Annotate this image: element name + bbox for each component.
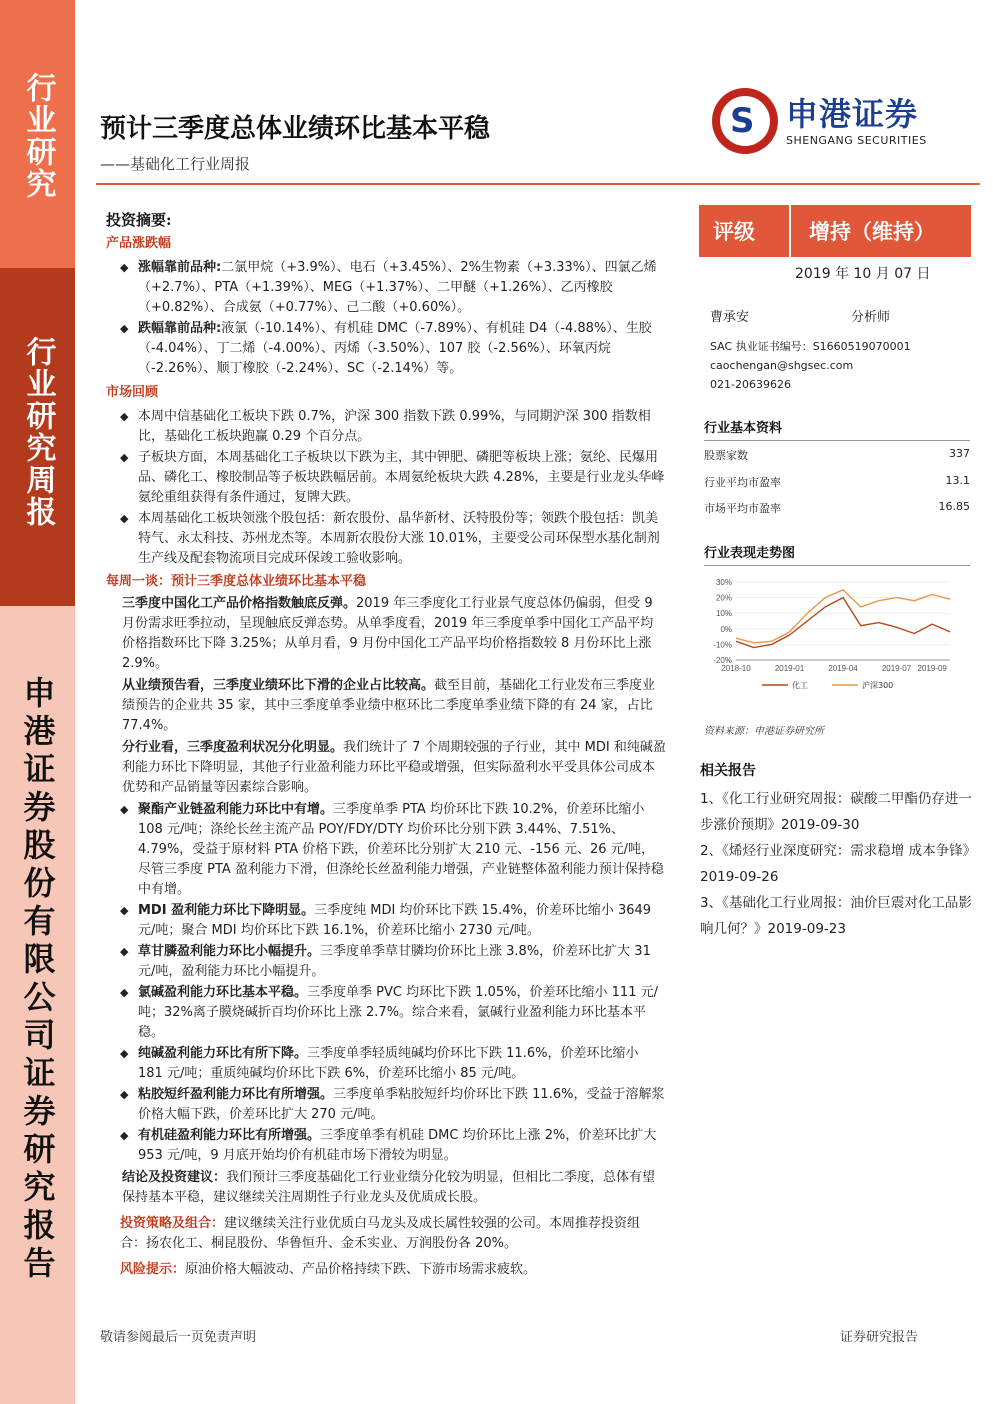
- industry-bullet: ◆ 草甘膦盈利能力环比小幅提升。三季度单季草甘膦均价环比上涨 3.8%，价差环比扩大 31 元/吨，盈利能力环比小幅提升。: [120, 944, 651, 979]
- legend-label: 沪深300: [862, 681, 894, 690]
- weekly-talk-title: 每周一谈：预计三季度总体业绩环比基本平稳: [106, 574, 367, 589]
- y-tick-label: -10%: [713, 640, 732, 650]
- basic-info-title: 行业基本资料: [704, 417, 970, 441]
- report-title: 预计三季度总体业绩环比基本平稳: [100, 114, 491, 144]
- industry-bullet: ◆ 粘胶短纤盈利能力环比有所增强。三季度单季粘胶短纤均价环比下跌 11.6%，受益于溶解浆价格大幅下跌，价差环比扩大 270 元/吨。: [120, 1087, 665, 1122]
- market-section-title: 市场回顾: [106, 385, 159, 400]
- industry-bullet: ◆ 有机硅盈利能力环比有所增强。三季度单季有机硅 DMC 均价环比上涨 2%，价差环比扩大 953 元/吨，9 月底开始均价有机硅市场下滑较为明显。: [120, 1128, 657, 1163]
- rating-value: 增持（维持）: [809, 219, 935, 244]
- trend-chart: [700, 572, 972, 707]
- x-tick-label: 2019-07: [881, 664, 912, 673]
- x-tick-label: 2019-09: [917, 664, 947, 673]
- risk-paragraph: 风险提示：原油价格大幅波动、产品价格持续下跌、下游市场需求疲软。: [120, 1262, 537, 1277]
- analyst-sac: SAC 执业证书编号：S1660519070001: [710, 340, 911, 353]
- footer-report-type: 证券研究报告: [840, 1330, 919, 1345]
- sidebar-band-weekly: [0, 268, 75, 606]
- industry-bullet: ◆ 纯碱盈利能力环比有所下降。三季度单季轻质纯碱均价环比下跌 11.6%，价差环比缩小 181 元/吨；重质纯碱均价环比下跌 6%，价差环比缩小 85 元/吨。: [120, 1046, 639, 1081]
- price-bullet: ◆ 跌幅靠前品种:液氯（-10.14%）、有机硅 DMC（-7.89%）、有机硅 D4（-4.88%）、生胶（-4.04%）、丁二烯（-4.00%）、丙烯（-3.50%）、107 胶（-2.56%）、环氧丙烷（-2.26%）、顺丁橡胶（-2.24%）、SC（-2.14%）等。: [120, 321, 652, 376]
- sidebar-band-research: [0, 0, 75, 268]
- footer-disclaimer: 敬请参阅最后一页免责声明: [100, 1330, 257, 1345]
- y-tick-label: 0%: [720, 624, 732, 634]
- stat-row: 行业平均市盈率 13.1: [704, 474, 970, 489]
- market-bullet: ◆ 子板块方面，本周基础化工子板块以下跌为主，其中钾肥、磷肥等板块上涨；氨纶、民爆用品、磷化工、橡胶制品等子板块跌幅居前。本周氨纶板块大跌 4.28%，主要是行业龙头华峰氨纶重组获得有条件通过，复牌大跌。: [120, 450, 665, 505]
- sidebar-band-company-text: 申港证券股份有限公司证券研究报告: [18, 676, 57, 1284]
- legend-label: 化工: [792, 681, 808, 690]
- logo-name-cn: 申港证券: [786, 94, 919, 133]
- rating-banner: [699, 205, 971, 257]
- y-tick-label: 10%: [715, 609, 732, 619]
- trend-chart-title: 行业表现走势图: [704, 542, 970, 566]
- x-tick-label: 2019-04: [828, 664, 858, 673]
- price-bullet: ◆ 涨幅靠前品种:二氯甲烷（+3.9%）、电石（+3.45%）、2%生物素（+3.33%）、四氯乙烯（+2.7%）、PTA（+1.39%）、MEG（+1.37%）、二甲醚（+1.26%）、乙丙橡胶（+0.82%）、合成氨（+0.77%）、己二酸（+0.60%）。: [120, 260, 657, 315]
- y-tick-label: 30%: [715, 578, 732, 587]
- y-tick-label: 20%: [715, 593, 732, 603]
- market-bullet: ◆ 本周中信基础化工板块下跌 0.7%，沪深 300 指数下跌 0.99%，与同期沪深 300 指数相比，基础化工板块跑赢 0.29 个百分点。: [120, 409, 651, 444]
- x-tick-label: 2018-10: [721, 664, 751, 673]
- related-reports-list: [700, 786, 972, 942]
- related-report-link[interactable]: 3、《基础化工行业周报：油价巨震对化工品影响几何？》2019-09-23: [700, 895, 972, 937]
- analyst-info: [710, 308, 970, 394]
- company-logo: [712, 88, 927, 154]
- report-date: 2019 年 10 月 07 日: [795, 266, 931, 282]
- conclusion-paragraph: 结论及投资建议：我们预计三季度基础化工行业业绩分化较为明显，但相比二季度，总体有望保持基本平稳，建议继续关注周期性子行业龙头及优质成长股。: [122, 1170, 656, 1205]
- related-report-link[interactable]: 2、《烯烃行业深度研究：需求稳增 成本争锋》2019-09-26: [700, 843, 970, 885]
- header-divider: [96, 183, 980, 185]
- stat-row: 股票家数 337: [704, 447, 970, 462]
- rating-label: 评级: [713, 219, 755, 244]
- x-tick-label: 2019-01: [774, 664, 805, 673]
- logo-mark-letter: S: [730, 101, 755, 141]
- analysis-paragraph: 三季度中国化工产品价格指数触底反弹。2019 年三季度化工行业景气度总体仍偏弱，但受 9 月份需求旺季拉动，呈现触底反弹态势。从单季度看，2019 年三季度单季中国化工产品平均价格指数环比下降 3.25%；从单月看，9 月份中国化工产品平均价格指数较 8 月份环比上涨 2.9%。: [122, 596, 654, 671]
- analyst-role: 分析师: [850, 310, 890, 325]
- logo-name-en: SHENGANG SECURITIES: [786, 133, 927, 147]
- chart-source: 资料来源：申港证券研究所: [704, 726, 824, 737]
- analyst-name: 曹承安: [710, 310, 750, 325]
- y-tick-label: -20%: [713, 656, 732, 665]
- stat-row: 市场平均市盈率 16.85: [704, 500, 970, 515]
- market-bullet: ◆ 本周基础化工板块领涨个股包括：新农股份、晶华新材、沃特股份等；领跌个股包括：凯美特气、永太科技、苏州龙杰等。本周新农股份大涨 10.01%，主要受公司环保型水基化制剂生产线及配套物流项目完成环保竣工验收影响。: [120, 511, 660, 566]
- sidebar-band-company: [0, 606, 75, 1404]
- sidebar-band-weekly-text: 行业研究周报: [20, 336, 56, 528]
- related-report-link[interactable]: 1、《化工行业研究周报：碳酸二甲酯仍存进一步涨价预期》2019-09-30: [700, 791, 972, 833]
- industry-bullet: ◆ 聚酯产业链盈利能力环比中有增。三季度单季 PTA 均价环比下跌 10.2%，价差环比缩小 108 元/吨；涤纶长丝主流产品 POY/FDY/DTY 均价环比分别下跌 3.44%、7.51%、4.79%，受益于原材料 PTA 价格下跌，价差环比分别扩大 210 元、-156 元、26 元/吨，尽管三季度 PTA 盈利能力下滑，但涤纶长丝盈利能力增强，产业链整体盈利能力预计保持稳中有增。: [120, 802, 664, 897]
- series-line: [736, 598, 950, 648]
- logo-mark-icon: [712, 88, 778, 154]
- analysis-paragraph: 分行业看，三季度盈利状况分化明显。我们统计了 7 个周期较强的子行业，其中 MDI 和纯碱盈利能力环比下降明显，其他子行业盈利能力环比平稳或增强，但实际盈利水平受具体公司成本优势和产品销量等因素综合影响。: [122, 740, 666, 795]
- sidebar-band-research-text: 行业研究: [20, 72, 56, 200]
- analysis-paragraph: 从业绩预告看，三季度业绩环比下滑的企业占比较高。截至目前，基础化工行业发布三季度业绩预告的企业共 35 家，其中三季度单季业绩中枢环比二季度单季业绩下降的有 24 家，占比 77.4%。: [122, 678, 656, 733]
- report-subtitle: ——基础化工行业周报: [100, 155, 251, 173]
- industry-bullet: ◆ MDI 盈利能力环比下降明显。三季度纯 MDI 均价环比下跌 15.4%，价差环比缩小 3649 元/吨；聚合 MDI 均价环比下跌 16.1%，价差环比缩小 2730 元/吨。: [120, 903, 652, 938]
- analyst-phone: 021-20639626: [710, 378, 791, 391]
- trend-chart-svg: [700, 572, 972, 707]
- strategy-paragraph: 投资策略及组合：建议继续关注行业优质白马龙头及成长属性较强的公司。本周推荐投资组合：扬农化工、桐昆股份、华鲁恒升、金禾实业、万润股份各 20%。: [120, 1216, 641, 1251]
- price-section-title: 产品涨跌幅: [106, 236, 172, 251]
- analyst-email[interactable]: caochengan@shgsec.com: [710, 359, 854, 372]
- summary-title: 投资摘要:: [106, 211, 172, 229]
- main-content: [106, 210, 666, 1282]
- industry-bullet: ◆ 氯碱盈利能力环比基本平稳。三季度单季 PVC 均环比下跌 1.05%，价差环比缩小 111 元/吨；32%离子膜烧碱折百均价环比上涨 2.7%。综合来看，氯碱行业盈利能力环比基本平稳。: [120, 985, 658, 1040]
- related-reports-title: 相关报告: [700, 763, 756, 779]
